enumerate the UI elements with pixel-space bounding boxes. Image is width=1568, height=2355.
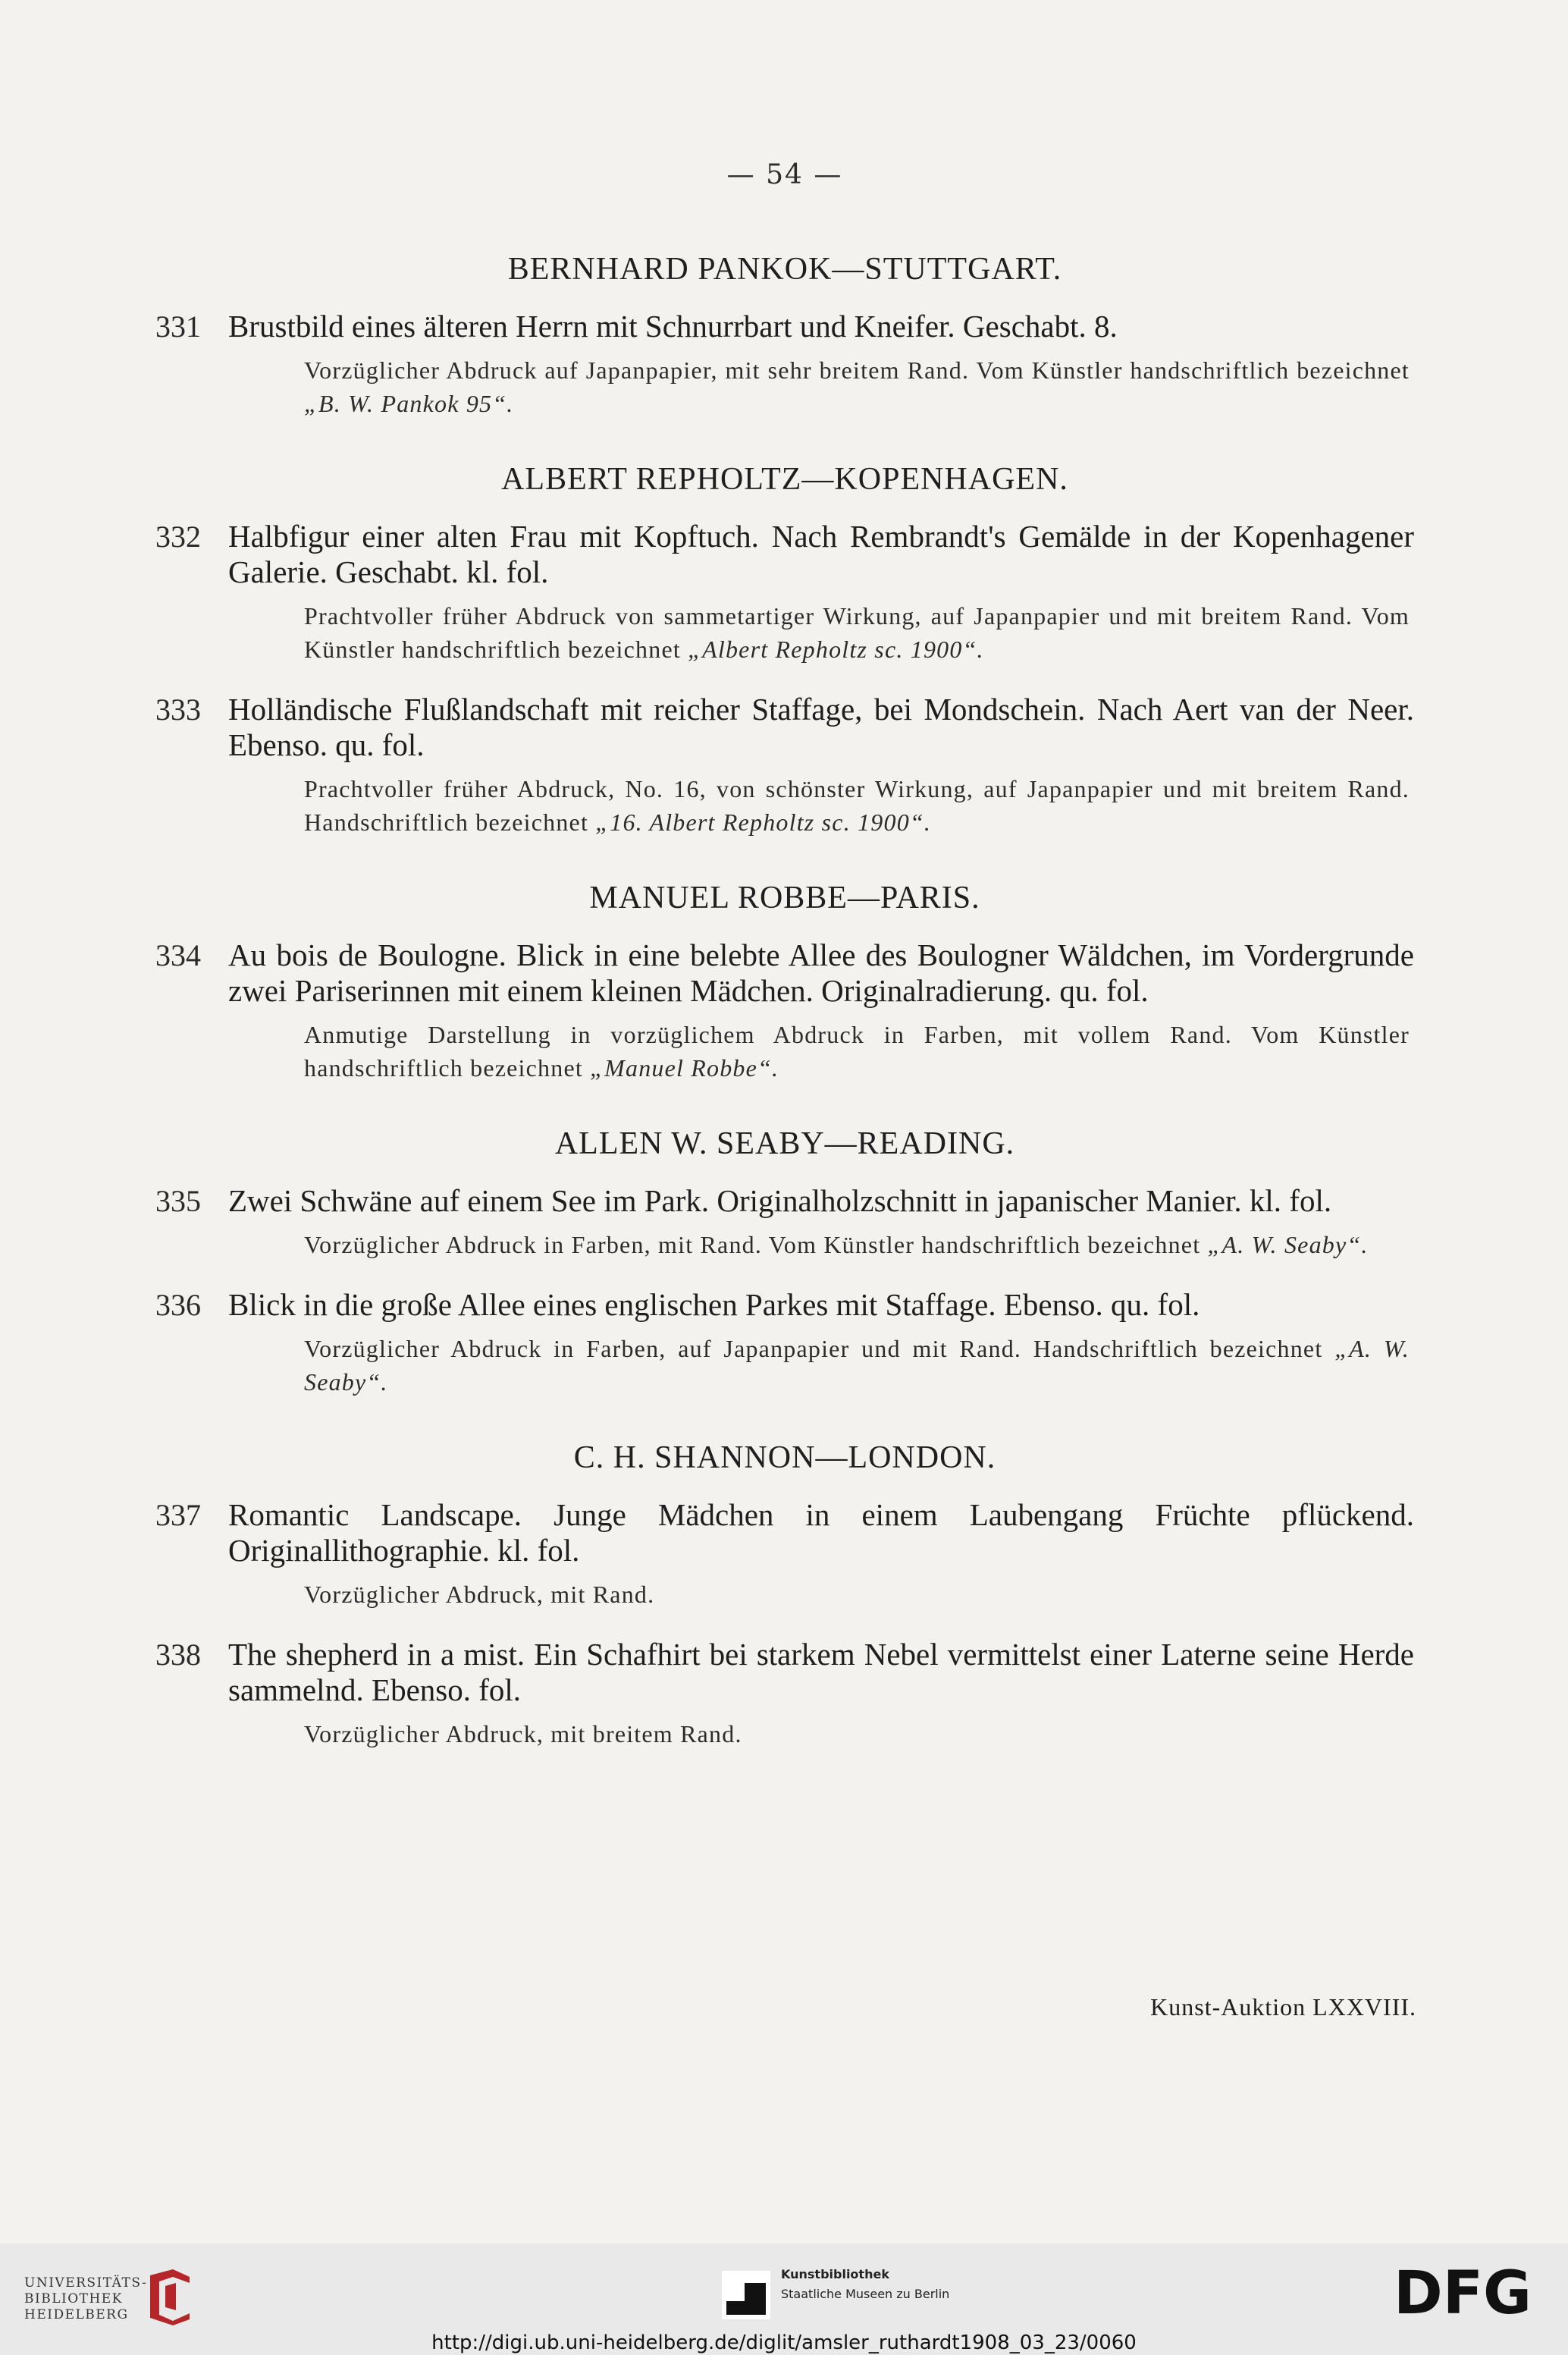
entry-signature: „Manuel Robbe“. bbox=[590, 1054, 779, 1082]
catalog-entry bbox=[155, 937, 1414, 1085]
entry-line bbox=[155, 1287, 1414, 1323]
catalog-entry bbox=[155, 1637, 1414, 1751]
entry-number: 334 bbox=[155, 938, 201, 972]
entry-line bbox=[155, 692, 1414, 763]
entry-note-text: Vorzüglicher Abdruck in Farben, auf Japanpapier und mit Rand. Handschriftlich bezeichnet bbox=[304, 1335, 1335, 1362]
entry-number: 331 bbox=[155, 309, 201, 344]
entry-line bbox=[155, 309, 1414, 344]
catalog-entry bbox=[155, 309, 1414, 420]
entry-number: 338 bbox=[155, 1638, 201, 1672]
catalog-entry bbox=[155, 1287, 1414, 1399]
artist-heading: MANUEL ROBBE—PARIS. bbox=[589, 881, 980, 915]
entry-signature: „A. W. Seaby“. bbox=[1207, 1231, 1369, 1258]
entry-number: 332 bbox=[155, 520, 201, 554]
kunstbibliothek-title: Kunstbibliothek bbox=[781, 2267, 889, 2281]
entry-number: 333 bbox=[155, 692, 201, 727]
entry-title: Zwei Schwäne auf einem See im Park. Originalholzschnitt in japanischer Manier. kl. fol. bbox=[228, 1183, 1332, 1218]
catalog-sections bbox=[155, 251, 1414, 1751]
catalog-label: Kunst-Auktion LXXVIII. bbox=[1150, 1993, 1416, 2021]
entry-signature: „A. W. Seaby“. bbox=[304, 1335, 1410, 1396]
entry-note-text: Anmutige Darstellung in vorzüglichem Abdruck in Farben, mit vollem Rand. Vom Künstler handschriftlich bezeichnet bbox=[304, 1021, 1410, 1082]
source-url[interactable]: http://digi.ub.uni-heidelberg.de/diglit/amsler_ruthardt1908_03_23/0060 bbox=[431, 2331, 1137, 2354]
entry-title: The shepherd in a mist. Ein Schafhirt bei starkem Nebel vermittelst einer Laterne seine Herde sammelnd. Ebenso. fol. bbox=[228, 1637, 1414, 1707]
catalog-entry bbox=[155, 1183, 1414, 1261]
entry-note bbox=[304, 1332, 1410, 1399]
entry-note bbox=[304, 1228, 1410, 1261]
entry-note-text: Vorzüglicher Abdruck, mit breitem Rand. bbox=[304, 1720, 742, 1747]
page-number: — 54 — bbox=[726, 159, 843, 190]
entry-note bbox=[304, 599, 1410, 666]
library-name-line: HEIDELBERG bbox=[24, 2307, 129, 2322]
entry-title: Romantic Landscape. Junge Mädchen in einem Laubengang Früchte pflückend. Originallithographie. kl. fol. bbox=[228, 1497, 1414, 1568]
entry-title: Blick in die große Allee eines englischen Parkes mit Staffage. Ebenso. qu. fol. bbox=[228, 1287, 1200, 1322]
dfg-logo-icon bbox=[1394, 2262, 1545, 2322]
entry-signature: „B. W. Pankok 95“. bbox=[304, 390, 514, 417]
library-name-line: UNIVERSITÄTS- bbox=[24, 2275, 148, 2291]
entry-note bbox=[304, 772, 1410, 839]
kunstbibliothek-label bbox=[781, 2265, 949, 2304]
footer-bar bbox=[0, 2244, 1568, 2355]
entry-line bbox=[155, 1497, 1414, 1568]
entry-title: Holländische Flußlandschaft mit reicher Staffage, bei Mondschein. Nach Aert van der Neer. Ebenso. qu. fol. bbox=[228, 692, 1414, 762]
entry-title: Au bois de Boulogne. Blick in eine belebte Allee des Boulogner Wäldchen, im Vordergrunde zwei Pariserinnen mit einem kleinen Mädchen. Originalradierung. qu. fol. bbox=[228, 937, 1414, 1008]
library-name bbox=[24, 2275, 147, 2323]
dfg-logo-text: DFG bbox=[1394, 2262, 1532, 2322]
entry-number: 335 bbox=[155, 1184, 201, 1218]
entry-line bbox=[155, 1183, 1414, 1219]
library-name-line: BIBLIOTHEK bbox=[24, 2291, 123, 2306]
artist-heading: ALBERT REPHOLTZ—KOPENHAGEN. bbox=[501, 462, 1068, 497]
artist-heading: ALLEN W. SEABY—READING. bbox=[554, 1126, 1015, 1161]
entry-line bbox=[155, 1637, 1414, 1708]
kunstbibliothek-subtitle: Staatliche Museen zu Berlin bbox=[781, 2287, 950, 2301]
entry-note-text: Vorzüglicher Abdruck, mit Rand. bbox=[304, 1581, 655, 1608]
entry-number: 337 bbox=[155, 1498, 201, 1532]
entry-note-text: Vorzüglicher Abdruck in Farben, mit Rand. Vom Künstler handschriftlich bezeichnet bbox=[304, 1231, 1208, 1258]
entry-note-text: Prachtvoller früher Abdruck, No. 16, von schönster Wirkung, auf Japanpapier und mit breitem Rand. Handschriftlich bezeichnet bbox=[304, 775, 1410, 836]
entry-number: 336 bbox=[155, 1288, 201, 1322]
artist-heading: BERNHARD PANKOK—STUTTGART. bbox=[507, 252, 1062, 287]
entry-note bbox=[304, 1018, 1410, 1085]
kunstbibliothek-logo-icon bbox=[722, 2271, 770, 2319]
entry-note-text: Prachtvoller früher Abdruck von sammetartiger Wirkung, auf Japanpapier und mit breitem Rand. Vom Künstler handschriftlich bezeichnet bbox=[304, 602, 1410, 663]
entry-note bbox=[304, 353, 1410, 420]
entry-title: Halbfigur einer alten Frau mit Kopftuch. Nach Rembrandt's Gemälde in der Kopenhagener Galerie. Geschabt. kl. fol. bbox=[228, 519, 1414, 589]
entry-title: Brustbild eines älteren Herrn mit Schnurrbart und Kneifer. Geschabt. 8. bbox=[228, 309, 1118, 344]
artist-heading: C. H. SHANNON—LONDON. bbox=[573, 1440, 996, 1475]
catalog-entry bbox=[155, 692, 1414, 839]
entry-signature: „16. Albert Repholtz sc. 1900“. bbox=[595, 809, 932, 836]
entry-note-text: Vorzüglicher Abdruck auf Japanpapier, mit sehr breitem Rand. Vom Künstler handschriftlich bezeichnet bbox=[304, 356, 1410, 384]
library-logo-icon bbox=[143, 2266, 196, 2327]
page-content bbox=[155, 159, 1414, 1776]
catalog-entry bbox=[155, 519, 1414, 666]
entry-line bbox=[155, 937, 1414, 1009]
catalog-entry bbox=[155, 1497, 1414, 1611]
entry-note bbox=[304, 1578, 1410, 1611]
entry-note bbox=[304, 1717, 1410, 1751]
entry-line bbox=[155, 519, 1414, 590]
entry-signature: „Albert Repholtz sc. 1900“. bbox=[688, 636, 984, 663]
